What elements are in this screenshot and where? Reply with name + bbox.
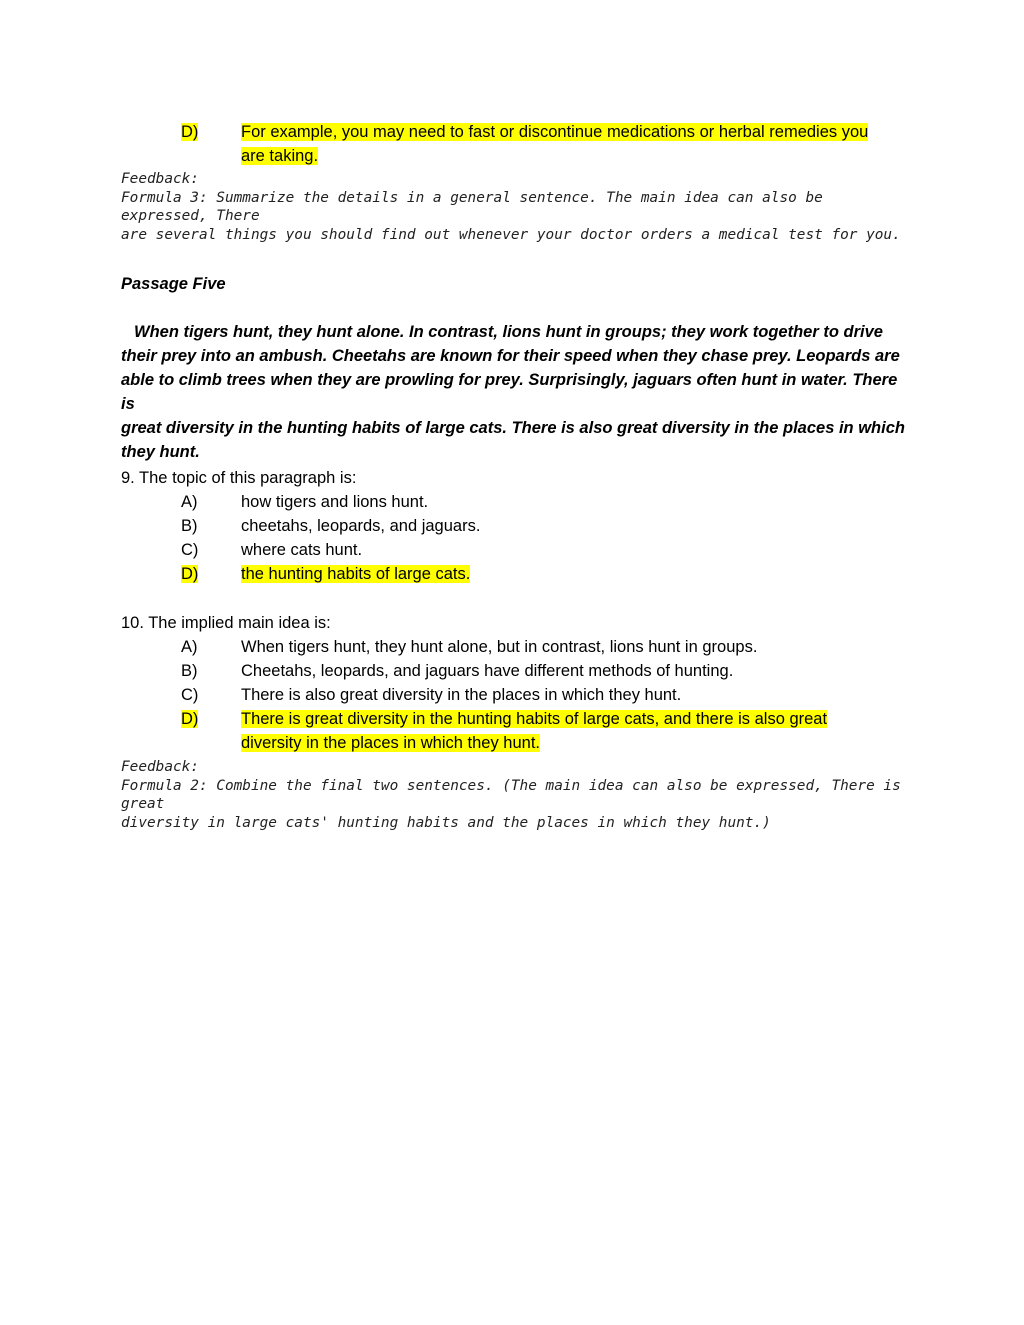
option-text: cheetahs, leopards, and jaguars. (241, 517, 481, 535)
option-letter: C) (181, 686, 199, 704)
feedback-text-line2: are several things you should find out whenever your doctor orders a medical test for you. (121, 226, 901, 243)
passage-line: they hunt. (121, 443, 200, 461)
feedback-text-line2: diversity in large cats' hunting habits and the places in which they hunt.) (121, 814, 771, 831)
feedback-text-line1: Formula 3: Summarize the details in a general sentence. The main idea can also be expressed, There (121, 189, 823, 224)
option-letter: A) (181, 638, 198, 656)
feedback-block-1 (121, 170, 911, 244)
option-text-line1: There is great diversity in the hunting habits of large cats, and there is also great (241, 710, 828, 728)
question-9-prompt: 9. The topic of this paragraph is: (121, 469, 357, 487)
option-text: Cheetahs, leopards, and jaguars have different methods of hunting. (241, 662, 734, 680)
passage-line: great diversity in the hunting habits of large cats. There is also great diversity in the places in which (121, 419, 905, 437)
option-letter: D) (181, 565, 199, 583)
option-text: There is also great diversity in the places in which they hunt. (241, 686, 682, 704)
option-letter: C) (181, 541, 199, 559)
option-text: the hunting habits of large cats. (241, 565, 471, 583)
option-text: When tigers hunt, they hunt alone, but in contrast, lions hunt in groups. (241, 638, 758, 656)
option-text-line2: are taking. (241, 147, 319, 165)
feedback-text-line1: Formula 2: Combine the final two sentences. (The main idea can also be expressed, There is great (121, 777, 901, 812)
passage-heading: Passage Five (121, 275, 226, 293)
option-letter: D) (181, 710, 199, 728)
option-letter: B) (181, 517, 198, 535)
passage-text (121, 320, 911, 464)
passage-line: When tigers hunt, they hunt alone. In contrast, lions hunt in groups; they work together to drive (134, 323, 883, 341)
passage-line: able to climb trees when they are prowling for prey. Surprisingly, jaguars often hunt in water. There is (121, 371, 898, 413)
option-text: where cats hunt. (241, 541, 363, 559)
feedback-label: Feedback: (121, 759, 199, 775)
option-text: how tigers and lions hunt. (241, 493, 429, 511)
option-text-line1: For example, you may need to fast or discontinue medications or herbal remedies you (241, 123, 869, 141)
question-10-prompt: 10. The implied main idea is: (121, 614, 331, 632)
q10-option-d-correct (181, 707, 901, 757)
option-letter: D) (181, 123, 199, 141)
option-letter: B) (181, 662, 198, 680)
answer-option-d-previous (181, 120, 901, 170)
option-letter: A) (181, 493, 198, 511)
feedback-block-2 (121, 758, 911, 832)
feedback-label: Feedback: (121, 171, 199, 187)
passage-line: their prey into an ambush. Cheetahs are known for their speed when they chase prey. Leopards are (121, 347, 900, 365)
option-text-line2: diversity in the places in which they hunt. (241, 734, 540, 752)
